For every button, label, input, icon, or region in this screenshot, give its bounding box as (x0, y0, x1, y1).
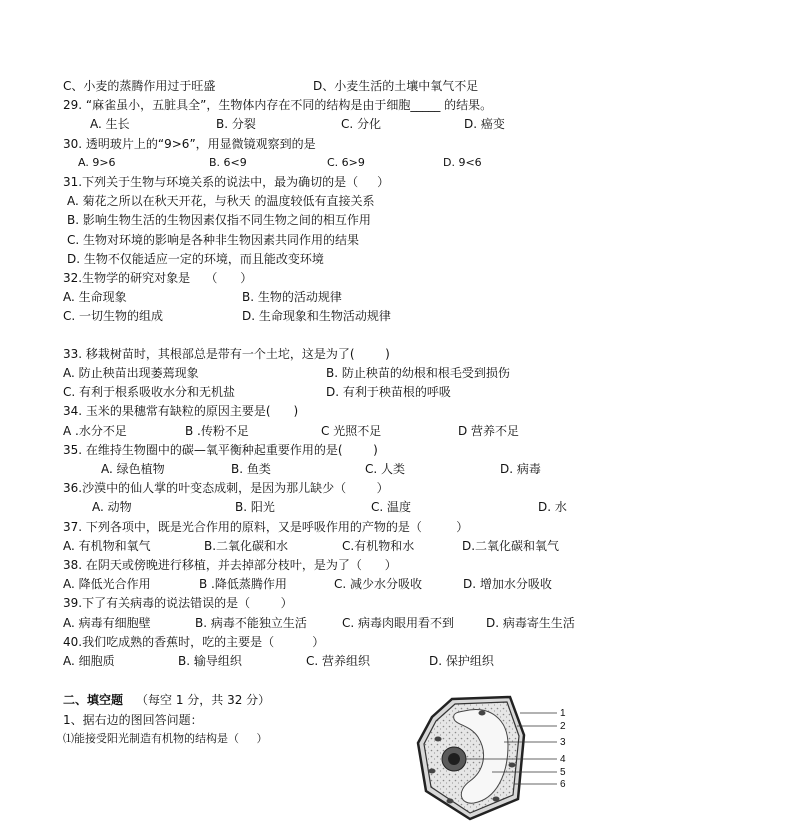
q30-stem: 30. 透明玻片上的“9>6”，用显微镜观察到的是 (63, 137, 316, 151)
diagram-label-6: 6 (560, 779, 566, 790)
q37-option-a: A. 有机物和氧气 (63, 539, 151, 553)
q40-stem: 40.我们吃成熟的香蕉时，吃的主要是（ ） (63, 635, 325, 649)
q39-option-a: A. 病毒有细胞壁 (63, 616, 151, 630)
q29-option-c: C. 分化 (341, 117, 382, 131)
q38-stem: 38. 在阴天或傍晚进行移植，并去掉部分枝叶，是为了（ ） (63, 558, 397, 572)
q34-option-d: D 营养不足 (458, 424, 520, 438)
q30-option-b: B. 6<9 (209, 156, 247, 169)
q39-stem: 39.下了有关病毒的说法错误的是（ ） (63, 596, 293, 610)
q38-option-a: A. 降低光合作用 (63, 577, 151, 591)
q40-option-b: B. 输导组织 (178, 654, 242, 668)
q36-option-a: A. 动物 (92, 500, 132, 514)
diagram-label-5: 5 (560, 767, 566, 778)
chloroplast (435, 737, 442, 742)
q31-stem: 31.下列关于生物与环境关系的说法中，最为确切的是（ ） (63, 175, 390, 189)
q34-stem: 34. 玉米的果穗常有缺粒的原因主要是( ) (63, 404, 299, 418)
q32-option-c: C. 一切生物的组成 (63, 309, 164, 323)
q37-option-b: B.二氧化碳和水 (204, 539, 289, 553)
section-title: 二、填空题 (63, 693, 124, 707)
q32-option-d: D. 生命现象和生物活动规律 (242, 309, 391, 323)
fill-question-1-1: ⑴能接受阳光制造有机物的结构是（ ） (63, 732, 268, 745)
q38-option-b: B .降低蒸腾作用 (199, 577, 287, 591)
q36-option-b: B. 阳光 (235, 500, 275, 514)
chloroplast (479, 711, 486, 716)
q29-option-b: B. 分裂 (216, 117, 256, 131)
diagram-label-1: 1 (560, 708, 566, 719)
q30-option-a: A. 9>6 (78, 156, 116, 169)
q36-stem: 36.沙漠中的仙人掌的叶变态成刺，是因为那儿缺少（ ） (63, 481, 389, 495)
q35-option-a: A. 绿色植物 (101, 462, 165, 476)
q34-option-a: A .水分不足 (63, 424, 127, 438)
q37-option-d: D.二氧化碳和氧气 (462, 539, 560, 553)
q38-option-c: C. 减少水分吸收 (334, 577, 423, 591)
q39-option-d: D. 病毒寄生生活 (486, 616, 575, 630)
q38-option-d: D. 增加水分吸收 (463, 577, 552, 591)
diagram-label-4: 4 (560, 754, 566, 765)
q29-option-d: D. 癌变 (464, 117, 505, 131)
q32-option-b: B. 生物的活动规律 (242, 290, 342, 304)
plant-cell-diagram (412, 695, 572, 823)
q39-option-c: C. 病毒肉眼用看不到 (342, 616, 455, 630)
q28-option-d: D、小麦生活的土壤中氧气不足 (313, 79, 479, 93)
diagram-label-2: 2 (560, 721, 566, 732)
q35-option-d: D. 病毒 (500, 462, 541, 476)
section-scoring-note: （每空 1 分，共 32 分） (136, 693, 271, 707)
q36-option-d: D. 水 (538, 500, 567, 514)
q32-option-a: A. 生命现象 (63, 290, 127, 304)
q40-option-d: D. 保护组织 (429, 654, 494, 668)
q34-option-b: B .传粉不足 (185, 424, 249, 438)
q33-option-a: A. 防止秧苗出现萎蔫现象 (63, 366, 199, 380)
q32-stem: 32.生物学的研究对象是 （ ） (63, 271, 253, 285)
q40-option-c: C. 营养组织 (306, 654, 371, 668)
diagram-label-3: 3 (560, 737, 566, 748)
q31-option-c: C. 生物对环境的影响是各种非生物因素共同作用的结果 (67, 233, 360, 247)
q33-option-b: B. 防止秧苗的幼根和根毛受到损伤 (326, 366, 510, 380)
q30-option-c: C. 6>9 (327, 156, 365, 169)
chloroplast (509, 763, 516, 768)
q33-stem: 33. 移栽树苗时，其根部总是带有一个土坨，这是为了( ) (63, 347, 390, 361)
q31-option-b: B. 影响生物生活的生物因素仅指不同生物之间的相互作用 (67, 213, 371, 227)
chloroplast (493, 797, 500, 802)
q33-option-d: D. 有利于秧苗根的呼吸 (326, 385, 451, 399)
q33-option-c: C. 有利于根系吸收水分和无机盐 (63, 385, 236, 399)
chloroplast (447, 799, 454, 804)
q29-option-a: A. 生长 (90, 117, 130, 131)
q40-option-a: A. 细胞质 (63, 654, 115, 668)
q35-stem: 35. 在维持生物圈中的碳—氧平衡种起重要作用的是( ) (63, 443, 378, 457)
chloroplast (429, 769, 436, 774)
fill-question-1: 1、据右边的图回答问题： (63, 713, 203, 727)
q29-stem: 29. “麻雀虽小，五脏具全”，生物体内存在不同的结构是由于细胞_____ 的结果。 (63, 98, 493, 112)
q37-stem: 37. 下列各项中，既是光合作用的原料，又是呼吸作用的产物的是（ ） (63, 520, 469, 534)
q35-option-c: C. 人类 (365, 462, 406, 476)
q31-option-d: D. 生物不仅能适应一定的环境，而且能改变环境 (67, 252, 324, 266)
q28-option-c: C、小麦的蒸腾作用过于旺盛 (63, 79, 216, 93)
q36-option-c: C. 温度 (371, 500, 412, 514)
q34-option-c: C 光照不足 (321, 424, 382, 438)
q35-option-b: B. 鱼类 (231, 462, 271, 476)
q37-option-c: C.有机物和水 (342, 539, 415, 553)
q31-option-a: A. 菊花之所以在秋天开花，与秋天 的温度较低有直接关系 (67, 194, 375, 208)
q30-option-d: D. 9<6 (443, 156, 482, 169)
q39-option-b: B. 病毒不能独立生活 (195, 616, 307, 630)
